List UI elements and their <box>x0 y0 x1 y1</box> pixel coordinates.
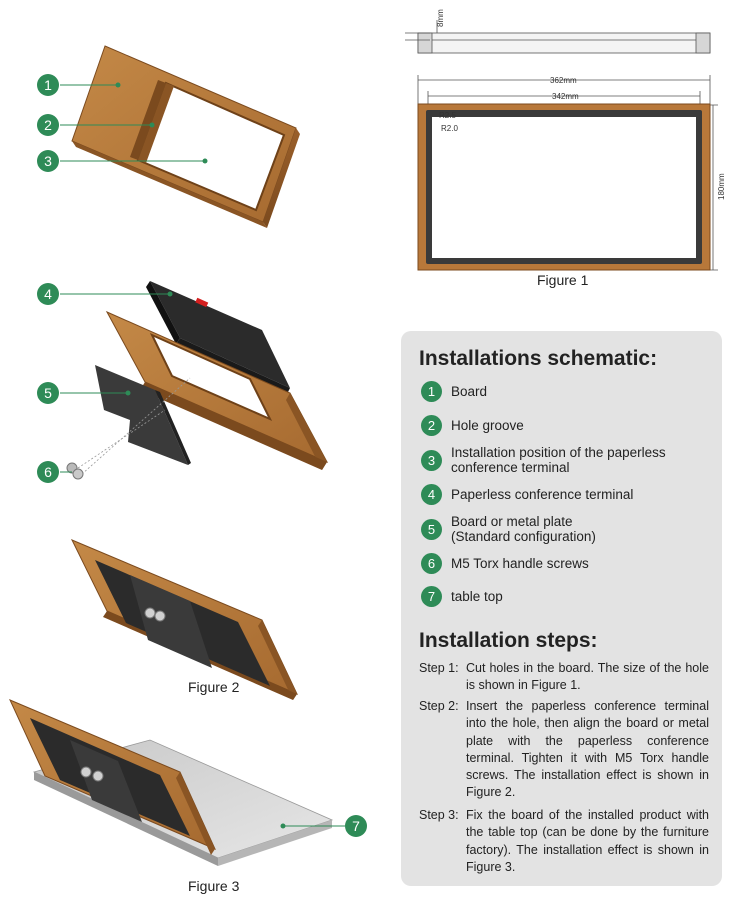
figure2-caption: Figure 2 <box>188 679 240 695</box>
legend-badge: 5 <box>421 519 442 540</box>
figure1-caption: Figure 1 <box>537 272 589 288</box>
legend-badge: 4 <box>421 484 442 505</box>
legend-item-2 <box>421 415 524 436</box>
legend-badge: 1 <box>421 381 442 402</box>
step-text: Insert the paperless conference terminal into the hole, then align the board or metal plate with the paperless conference terminal. Tighten it with M5 Torx handle screws. The installation effect is shown in Figure 2. <box>466 699 709 800</box>
step-label: Step 3: <box>419 808 459 822</box>
svg-text:4: 4 <box>44 286 52 302</box>
inner-width-label: 342mm <box>552 92 579 101</box>
svg-text:1: 1 <box>44 77 52 93</box>
exploded-view <box>67 281 327 479</box>
schematic-title: Installations schematic: <box>419 347 658 370</box>
legend-label: Paperless conference terminal <box>451 487 634 502</box>
legend-label: M5 Torx handle screws <box>451 556 589 571</box>
callout-badge-7 <box>345 815 367 837</box>
legend-label: table top <box>451 589 503 604</box>
height-dimension-label: 180mm <box>717 173 726 200</box>
figure2-illustration <box>72 540 297 700</box>
callout-badge-3 <box>37 150 59 172</box>
legend-label: Installation position of the paperless conference terminal <box>451 445 666 475</box>
callout-badge-2 <box>37 114 59 136</box>
legend-item-7 <box>421 586 503 607</box>
legend-badge: 2 <box>421 415 442 436</box>
legend-badge: 6 <box>421 553 442 574</box>
callout-badge-4 <box>37 283 59 305</box>
svg-text:2: 2 <box>44 117 52 133</box>
legend-item-3 <box>421 445 691 475</box>
figure3-caption: Figure 3 <box>188 878 240 894</box>
legend-label: Board <box>451 384 488 399</box>
outer-width-label: 362mm <box>550 76 577 85</box>
callout-badge-6 <box>37 461 59 483</box>
corner-radius-r20-label: R2.0 <box>441 124 458 133</box>
step-label: Step 2: <box>419 699 459 713</box>
callout-badge-5 <box>37 382 59 404</box>
legend-label: Hole groove <box>451 418 524 433</box>
depth-dimension-label: 8mm <box>436 9 445 27</box>
installation-info-panel <box>401 331 722 886</box>
legend-item-4 <box>421 484 633 505</box>
steps-title: Installation steps: <box>419 629 598 652</box>
board-illustration <box>72 46 300 228</box>
step-2 <box>419 698 709 802</box>
legend-label: Board or metal plate (Standard configuration) <box>451 514 596 544</box>
legend-item-5 <box>421 514 611 544</box>
callout-badge-1 <box>37 74 59 96</box>
step-text: Cut holes in the board. The size of the hole is shown in Figure 1. <box>466 661 709 693</box>
step-1 <box>419 660 709 695</box>
figure3-illustration <box>10 700 332 866</box>
svg-text:5: 5 <box>44 385 52 401</box>
corner-radius-r25-label: R2.5 <box>439 111 456 120</box>
legend-item-1 <box>421 381 487 402</box>
step-3 <box>419 807 709 876</box>
svg-text:6: 6 <box>44 464 52 480</box>
step-label: Step 1: <box>419 661 459 675</box>
step-text: Fix the board of the installed product with the table top (can be done by the furniture factory). The installation effect is shown in Figure 3. <box>466 808 709 874</box>
legend-item-6 <box>421 553 589 574</box>
svg-text:7: 7 <box>352 818 360 834</box>
legend-badge: 3 <box>421 450 442 471</box>
svg-text:3: 3 <box>44 153 52 169</box>
legend-badge: 7 <box>421 586 442 607</box>
